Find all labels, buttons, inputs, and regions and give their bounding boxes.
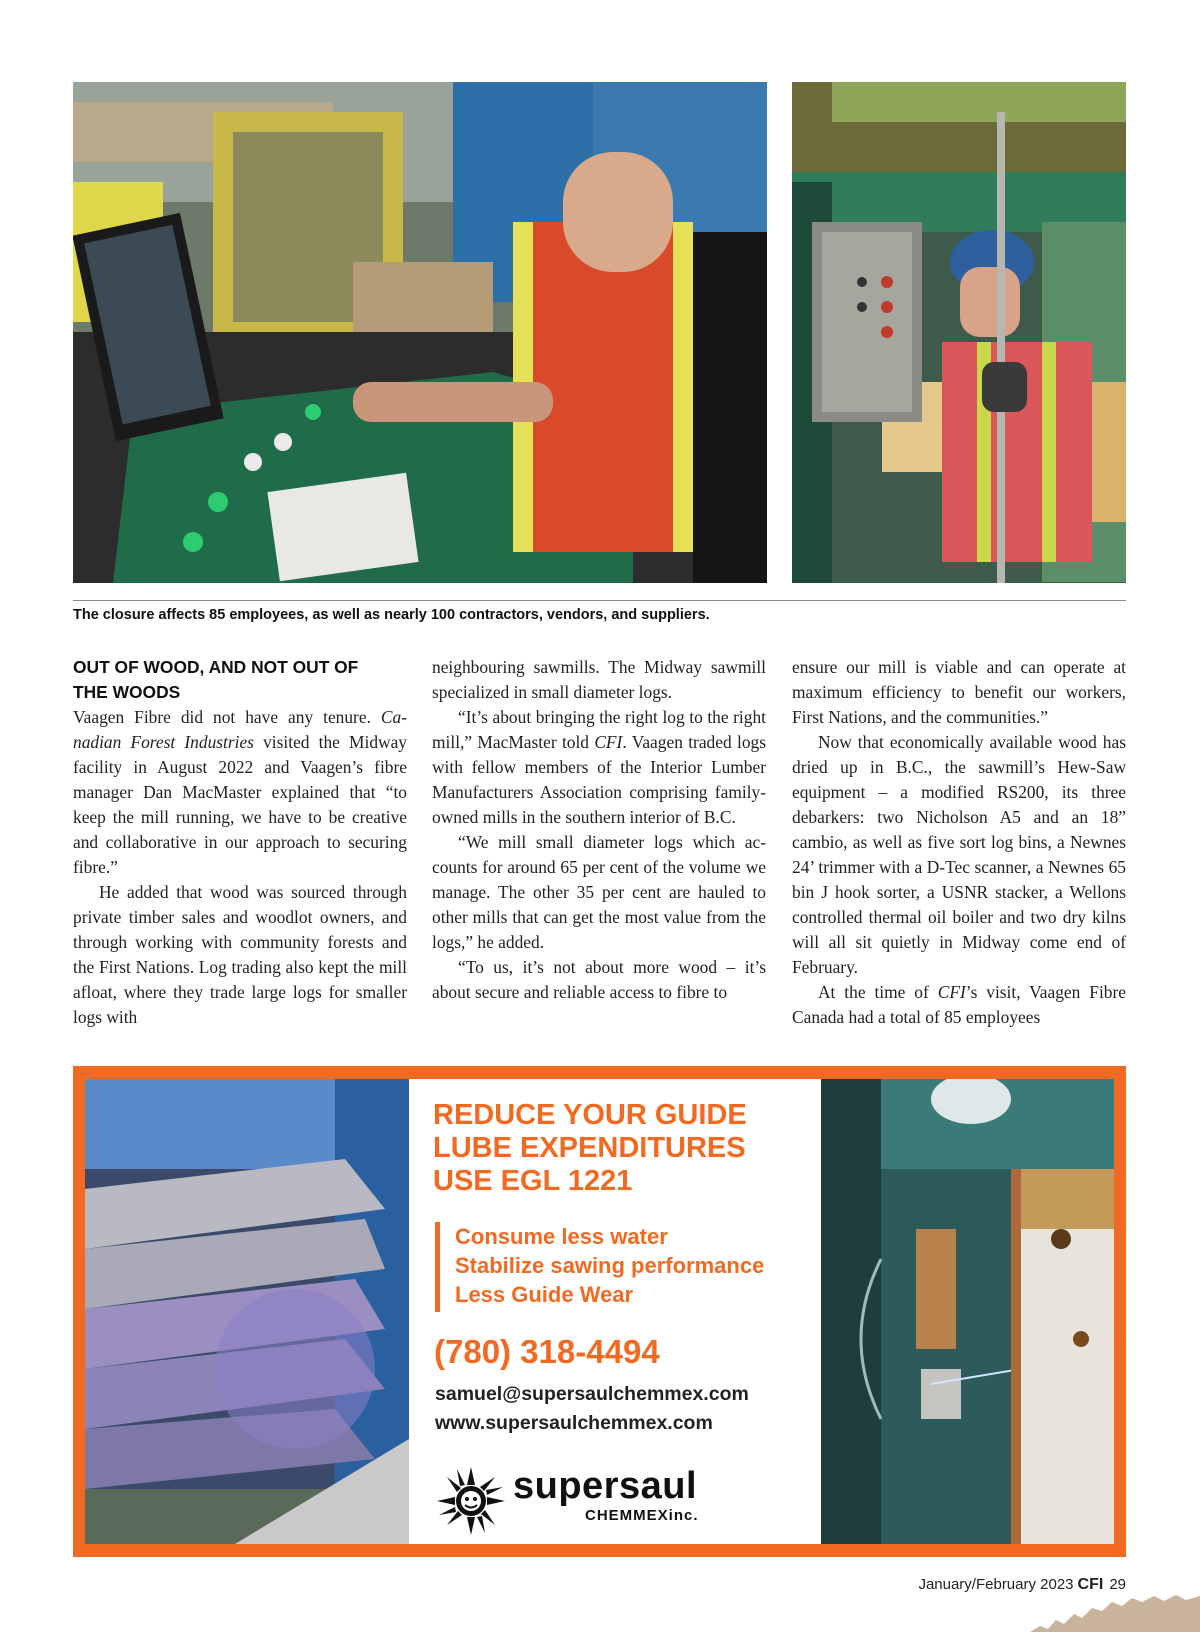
worker-control-panel-photo bbox=[792, 82, 1126, 583]
article-column-1 bbox=[73, 655, 407, 1030]
publication-title: CFI bbox=[594, 732, 623, 752]
paragraph bbox=[432, 705, 766, 830]
section-heading-line-2: THE WOODS bbox=[73, 682, 181, 702]
publication-title: CFI bbox=[937, 982, 966, 1002]
ad-headline-line-1: REDUCE YOUR GUIDE bbox=[433, 1099, 747, 1131]
photo-caption: The closure affects 85 employees, as well as nearly 100 contractors, vendors, and suppliers. bbox=[73, 607, 710, 623]
paragraph bbox=[792, 980, 1126, 1030]
page-number: 29 bbox=[1109, 1576, 1126, 1593]
ad-email-link[interactable]: samuel@supersaulchemmex.com bbox=[435, 1383, 749, 1405]
ad-brand-subtitle: CHEMMEXinc. bbox=[585, 1507, 699, 1524]
caption-rule bbox=[73, 600, 1126, 601]
paragraph: Now that economically available wood has dried up in B.C., the sawmill’s Hew-Saw equipment – a modified RS200, its three debarkers: two Nicholson A5 and an 18” cambio, as well as five sort log bins, a Newnes 24’ trimmer with a D-Tec scanner, a Newnes 65 bin J hook sorter, a USNR stacker, a Wellons controlled thermal oil boiler and two dry kilns will all sit quietly in Midway come end of February. bbox=[792, 732, 1126, 977]
paragraph: ensure our mill is viable and can operate at maximum efficiency to benefit our workers, First Nations, and the communities.” bbox=[792, 657, 1126, 727]
ad-benefit-2: Stabilize sawing performance bbox=[455, 1253, 765, 1278]
publication-title: Canadian Forest Industries bbox=[73, 707, 407, 752]
advertisement[interactable] bbox=[73, 1066, 1126, 1557]
sawing-guide-photo bbox=[821, 1079, 1114, 1544]
section-heading-line-1: OUT OF WOOD, AND NOT OUT OF bbox=[73, 657, 359, 677]
ad-benefit-1: Consume less water bbox=[455, 1224, 668, 1249]
ad-headline-line-3: USE EGL 1221 bbox=[433, 1165, 633, 1197]
issue-date: January/February 2023 bbox=[918, 1576, 1074, 1593]
paragraph: He added that wood was sourced through private timber sales and woodlot owners, and through working with community forests and the First Nations. Log trading also kept the mill afloat, where they trade large logs for smaller logs with bbox=[73, 882, 407, 1027]
operator-console-photo bbox=[73, 82, 767, 583]
ad-benefit-3: Less Guide Wear bbox=[455, 1282, 634, 1307]
text: . Vaagen traded logs with fellow members of the Interior Lumber Manufacturers Association comprising family-owned mills in the southern interior of B.C. bbox=[432, 732, 766, 827]
saw-blade-corner-icon bbox=[1030, 1592, 1200, 1632]
paragraph: “We mill small diameter logs which accounts for around 65 per cent of the volume we manage. The other 35 per cent are hauled to other mills that can get the most value from the logs,” he added. bbox=[432, 832, 766, 952]
ad-website-link[interactable]: www.supersaulchemmex.com bbox=[435, 1412, 713, 1434]
text: visited the Midway facility in August 2022 and Vaagen’s fibre manager Dan MacMaster explained that “to keep the mill running, we have to be creative and collaborative in our approach to securing fibre.” bbox=[73, 732, 408, 877]
article-column-2 bbox=[432, 655, 766, 1005]
ad-brand-name: supersaul bbox=[513, 1465, 698, 1507]
paragraph: neighbouring sawmills. The Midway sawmill specialized in small diameter logs. bbox=[432, 657, 766, 702]
ad-headline-line-2: LUBE EXPENDITURES bbox=[433, 1132, 746, 1164]
ad-accent-bar bbox=[435, 1222, 440, 1312]
advertisement-content bbox=[85, 1079, 1114, 1544]
text: “It’s about bringing the right log to the right mill,” MacMaster told bbox=[432, 707, 766, 752]
text: Vaagen Fibre did not have any tenure. bbox=[73, 707, 381, 727]
paragraph: “To us, it’s not about more wood – it’s about secure and reliable access to fibre to bbox=[432, 957, 766, 1002]
article-column-3 bbox=[792, 655, 1126, 1030]
ad-phone-number[interactable]: (780) 318-4494 bbox=[434, 1333, 660, 1370]
text: ’s visit, Vaagen Fibre Canada had a total of 85 employees bbox=[792, 982, 1126, 1027]
paragraph bbox=[73, 705, 407, 880]
magazine-name: CFI bbox=[1077, 1576, 1104, 1593]
text: At the time of bbox=[818, 982, 938, 1002]
section-heading bbox=[73, 655, 407, 705]
supersaul-sun-logo-icon bbox=[435, 1465, 507, 1537]
saw-blades-photo bbox=[85, 1079, 409, 1544]
